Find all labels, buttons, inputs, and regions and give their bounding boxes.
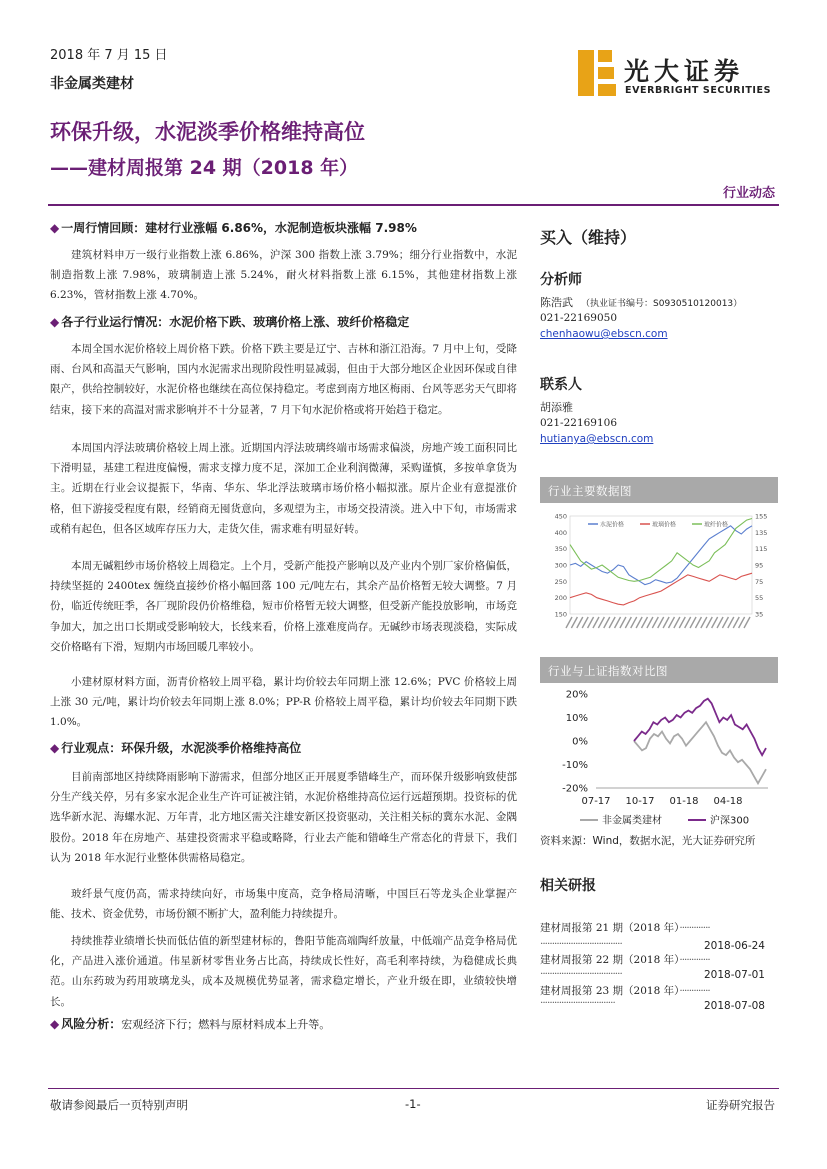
x-tick-mark bbox=[615, 617, 621, 628]
panel-title-industry-data: 行业主要数据图 bbox=[540, 477, 778, 503]
leader-dots: ············· bbox=[679, 922, 710, 934]
logo-mark-icon bbox=[578, 50, 616, 96]
report-subtitle: ——建材周报第 24 期（2018 年） bbox=[50, 157, 359, 179]
y-right-tick-label: 55 bbox=[755, 594, 764, 603]
analyst-label: 分析师 bbox=[540, 272, 582, 288]
x-tick-mark bbox=[706, 617, 712, 628]
related-report-item[interactable] bbox=[540, 983, 772, 998]
x-tick-mark bbox=[631, 617, 637, 628]
x-tick-mark bbox=[636, 617, 642, 628]
legend-label: 玻璃价格 bbox=[652, 521, 677, 529]
section-heading-industry-view: ◆ 行业观点：环保升级，水泥淡季价格维持高位 bbox=[50, 741, 302, 755]
x-tick-mark bbox=[690, 617, 696, 628]
y-tick-label: -20% bbox=[562, 783, 588, 795]
x-tick-mark bbox=[722, 617, 728, 628]
footer-divider bbox=[48, 1088, 779, 1089]
sector-label: 非金属类建材 bbox=[50, 76, 134, 92]
y-left-tick-label: 200 bbox=[554, 594, 567, 603]
paragraph-glass: 本周国内浮法玻璃价格较上周上涨。近期国内浮法玻璃终端市场需求偏淡，房地产竣工面积同比下滑明显，基建工程进度偏慢，需求支撑力度不足，深加工企业利润微薄，采购谨慎，多按单拿货为主。近期在行业会议提振下，华南、华东、华北浮法玻璃市场价格小幅拟涨。原片企业有意提涨价格，但下游接受程度有限，经销商无囤货意向，多观望为主，市场交投清淡。进入中下旬，市场需求或稍有起色，但各区域库存压力大，走货欠佳，需求难有明显好转。 bbox=[50, 442, 517, 535]
related-report-item[interactable] bbox=[540, 952, 772, 967]
risk-text: 宏观经济下行；燃料与原材料成本上升等。 bbox=[121, 1018, 331, 1031]
y-right-tick-label: 135 bbox=[755, 528, 768, 537]
x-tick-mark bbox=[571, 617, 577, 628]
y-left-tick-label: 450 bbox=[554, 512, 567, 521]
x-tick-mark bbox=[717, 617, 723, 628]
y-left-tick-label: 350 bbox=[554, 545, 567, 554]
x-tick-mark bbox=[582, 617, 588, 628]
page-number: -1- bbox=[405, 1097, 421, 1111]
x-tick-mark bbox=[739, 617, 745, 628]
chart-source-note: 资料来源：Wind，数据水泥，光大证券研究所 bbox=[540, 835, 756, 847]
diamond-bullet-icon: ◆ bbox=[50, 1017, 60, 1031]
x-tick-mark bbox=[701, 617, 707, 628]
y-right-tick-label: 75 bbox=[755, 577, 764, 586]
x-tick-label: 07-17 bbox=[581, 796, 611, 807]
contact-name: 胡添雅 bbox=[540, 401, 573, 414]
logo-chinese-name: 光大证券 bbox=[624, 57, 745, 86]
y-right-tick-label: 155 bbox=[755, 512, 768, 521]
x-tick-mark bbox=[609, 617, 615, 628]
x-tick-mark bbox=[674, 617, 680, 628]
panel-title-index-compare: 行业与上证指数对比图 bbox=[540, 657, 778, 683]
legend-label: 水泥价格 bbox=[600, 521, 625, 529]
leader-dots: ············· bbox=[679, 954, 710, 966]
y-tick-label: -10% bbox=[562, 760, 588, 771]
paragraph-small-materials: 小建材原材料方面，沥青价格较上周平稳，累计均价较去年同期上涨 12.6%；PVC 价格较上周上涨 30 元/吨，累计均价较去年同期上涨 8.0%；PP-R 价格较上周平稳，累计均价较去年同期下跌 1.0%。 bbox=[50, 676, 517, 729]
x-tick-mark bbox=[679, 617, 685, 628]
series-line bbox=[634, 722, 766, 783]
x-tick-mark bbox=[728, 617, 734, 628]
x-tick-mark bbox=[663, 617, 669, 628]
report-title: 环保升级，水泥淡季价格维持高位 bbox=[50, 120, 365, 144]
paragraph-market-review: 建筑材料申万一级行业指数上涨 6.86%，沪深 300 指数上涨 3.79%；细分行业指数中，水泥制造指数上涨 7.98%，玻璃制造上涨 5.24%，耐火材料指数上涨 6.15%，其他建材指数上涨 6.23%，管材指数上涨 4.70%。 bbox=[50, 249, 517, 302]
index-compare-chart bbox=[540, 682, 778, 832]
x-tick-mark bbox=[604, 617, 610, 628]
diamond-bullet-icon: ◆ bbox=[50, 315, 60, 329]
x-tick-label: 10-17 bbox=[625, 796, 655, 807]
x-tick-mark bbox=[593, 617, 599, 628]
analyst-email-link[interactable]: chenhaowu@ebscn.com bbox=[540, 328, 668, 340]
x-tick-mark bbox=[658, 617, 664, 628]
related-report-title: 建材周报第 23 期（2018 年） bbox=[540, 985, 680, 997]
legend-label: 玻纤价格 bbox=[704, 521, 729, 529]
x-tick-mark bbox=[588, 617, 594, 628]
related-report-title: 建材周报第 22 期（2018 年） bbox=[540, 954, 680, 966]
x-tick-mark bbox=[733, 617, 739, 628]
x-tick-mark bbox=[744, 617, 750, 628]
y-tick-label: 10% bbox=[565, 713, 588, 724]
analyst-name: 陈浩武 bbox=[540, 296, 573, 309]
diamond-bullet-icon: ◆ bbox=[50, 741, 60, 755]
investment-rating: 买入（维持） bbox=[540, 228, 637, 247]
related-report-date: 2018-07-08 bbox=[703, 1000, 765, 1012]
series-line bbox=[634, 699, 766, 755]
analyst-phone: 021-22169050 bbox=[540, 312, 618, 324]
header-divider bbox=[48, 204, 779, 206]
x-tick-mark bbox=[566, 617, 572, 628]
footer-report-label: 证券研究报告 bbox=[706, 1098, 775, 1112]
industry-data-chart bbox=[540, 502, 778, 644]
related-reports-heading: 相关研报 bbox=[540, 878, 596, 894]
legend-label: 沪深300 bbox=[710, 815, 750, 827]
x-tick-mark bbox=[620, 617, 626, 628]
y-right-tick-label: 115 bbox=[755, 545, 768, 554]
x-tick-mark bbox=[642, 617, 648, 628]
x-tick-label: 04-18 bbox=[713, 796, 743, 807]
analyst-cert: （执业证书编号：S0930510120013） bbox=[581, 299, 743, 309]
footer-disclaimer: 敬请参阅最后一页特别声明 bbox=[50, 1098, 188, 1112]
paragraph-view-fiberglass: 玻纤景气度仍高，需求持续向好，市场集中度高，竞争格局清晰，中国巨石等龙头企业掌握产能、技术、资金优势，市场份额不断扩大，盈利能力持续提升。 bbox=[50, 888, 517, 921]
related-report-date: 2018-07-01 bbox=[703, 969, 765, 981]
x-tick-mark bbox=[598, 617, 604, 628]
related-report-date: 2018-06-24 bbox=[703, 940, 765, 952]
x-tick-label: 01-18 bbox=[669, 796, 699, 807]
contact-email-link[interactable]: hutianya@ebscn.com bbox=[540, 433, 654, 445]
section-heading-risk: ◆ 风险分析：宏观经济下行；燃料与原材料成本上升等。 bbox=[50, 1017, 331, 1031]
y-left-tick-label: 250 bbox=[554, 577, 567, 586]
leader-line: ································ bbox=[540, 997, 615, 1009]
y-left-tick-label: 400 bbox=[554, 528, 567, 537]
y-tick-label: 20% bbox=[565, 689, 588, 701]
y-left-tick-label: 300 bbox=[554, 561, 567, 570]
paragraph-fiberglass: 本周无碱粗纱市场价格较上周稳定。上个月，受新产能投产影响以及产业内个别厂家价格偏低，持续坚挺的 2400tex 缠绕直接纱价格小幅回落 100 元/吨左右，其余产品价格暂无较大调整。7 月份，临近传统旺季，各厂现阶段仍价格维稳，短市价格暂无较大调整，但受新产能投放影响，市场竞争加大，加之出口长期或受影响较大，长线来看，价格上涨难度尚存。无碱纱市场表现淡稳，实际成交价格略有下滑，短期内市场回暖几率较小。 bbox=[50, 560, 517, 653]
analyst-line bbox=[540, 294, 742, 310]
contact-phone: 021-22169106 bbox=[540, 417, 618, 429]
section-heading-subsector: ◆ 各子行业运行情况：水泥价格下跌、玻璃价格上涨、玻纤价格稳定 bbox=[50, 315, 410, 329]
paragraph-view-new-materials: 持续推荐业绩增长快而低估值的新型建材标的，鲁阳节能高端陶纤放量，中低端产品竞争格局优化，产品进入涨价通道。伟星新材零售业务占比高，持续成长性好，高毛利率持续，为稳健成长典范。山东药玻为药用玻璃龙头，成本及规模优势显著，需求稳定增长，产业升级在即，业绩较快增长。 bbox=[50, 935, 517, 1008]
leader-line: ··································· bbox=[540, 968, 622, 980]
y-tick-label: 0% bbox=[572, 736, 588, 748]
logo-english-name: EVERBRIGHT SECURITIES bbox=[625, 85, 772, 96]
x-tick-mark bbox=[668, 617, 674, 628]
x-tick-mark bbox=[685, 617, 691, 628]
x-tick-mark bbox=[652, 617, 658, 628]
y-left-tick-label: 150 bbox=[554, 610, 567, 619]
related-report-title: 建材周报第 21 期（2018 年） bbox=[540, 922, 680, 934]
leader-line: ··································· bbox=[540, 938, 622, 950]
x-tick-mark bbox=[577, 617, 583, 628]
leader-dots: ············· bbox=[679, 985, 710, 997]
legend-label: 非金属类建材 bbox=[602, 815, 662, 827]
diamond-bullet-icon: ◆ bbox=[50, 221, 60, 235]
report-type-label: 行业动态 bbox=[722, 186, 775, 201]
plot-area bbox=[570, 516, 752, 614]
x-tick-mark bbox=[647, 617, 653, 628]
section-heading-market-review: ◆ 一周行情回顾：建材行业涨幅 6.86%，水泥制造板块涨幅 7.98% bbox=[50, 221, 417, 235]
contact-label: 联系人 bbox=[540, 377, 582, 393]
paragraph-cement: 本周全国水泥价格较上周价格下跌。价格下跌主要是辽宁、吉林和浙江沿海。7 月中上旬，受降雨、台风和高温天气影响，国内水泥需求出现阶段性明显减弱，但由于大部分地区企业因环保或自律限产，供给控制较好，水泥价格也继续在高位保持稳定。考虑到南方地区梅雨、台风等恶劣天气即将结束，接下来的高温对需求影响并不十分显著，7 月下旬水泥价格或将开始趋于稳定。 bbox=[50, 343, 517, 416]
y-right-tick-label: 95 bbox=[755, 561, 764, 570]
x-tick-mark bbox=[712, 617, 718, 628]
y-right-tick-label: 35 bbox=[755, 610, 764, 619]
report-date: 2018 年 7 月 15 日 bbox=[50, 48, 168, 63]
x-tick-mark bbox=[625, 617, 631, 628]
paragraph-view-cement: 目前南部地区持续降雨影响下游需求，但部分地区正开展夏季错峰生产，而环保升级影响致使部分生产线关停，另有多家水泥企业生产许可证被注销，水泥价格维持高位运行远超预期。投资标的优选华新水泥、海螺水泥、万年青，北方地区需关注雄安新区投资驱动，关注相关标的冀东水泥、金隅股份。2018 年在房地产、基建投资需求平稳或略降，行业去产能和错峰生产常态化的背景下，我们认为 2018 年水泥行业整体供需格局稳定。 bbox=[50, 771, 517, 864]
related-report-item[interactable] bbox=[540, 920, 772, 935]
x-tick-mark bbox=[695, 617, 701, 628]
